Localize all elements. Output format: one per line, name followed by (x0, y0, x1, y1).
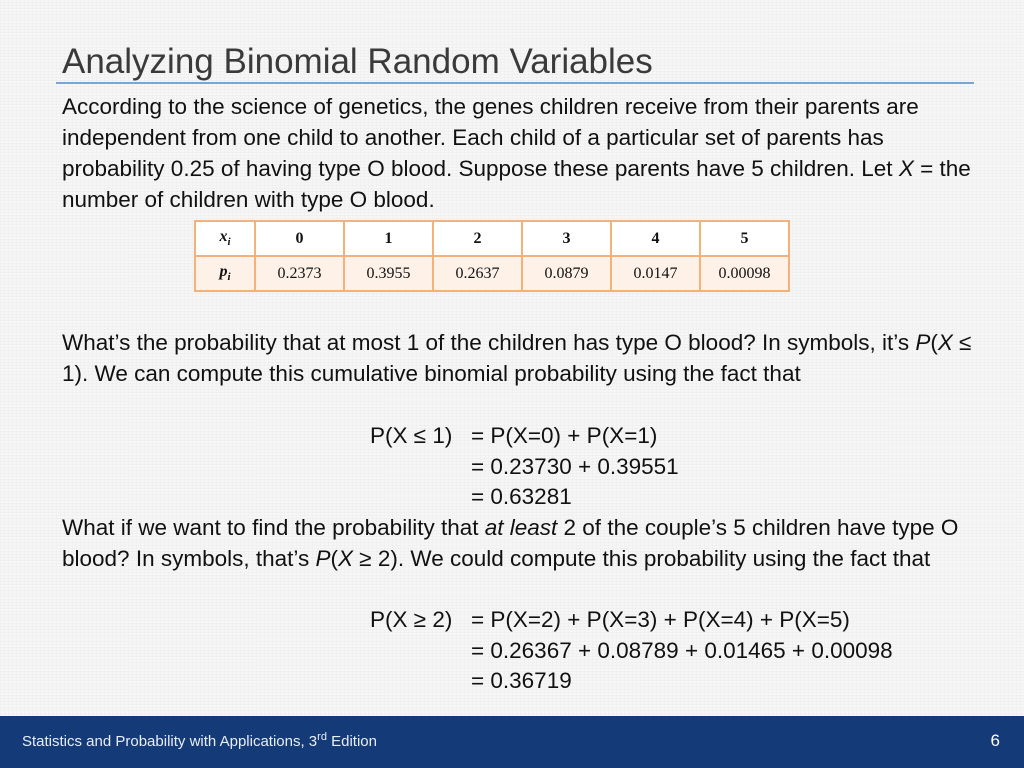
x-header (195, 221, 255, 256)
intro-paragraph (62, 91, 982, 215)
q2-symbol-paren: ( (330, 546, 338, 571)
q2-text-rest: ≥ 2). We could compute this probability using the fact that (353, 546, 931, 571)
question-1-paragraph (62, 327, 982, 389)
calc2-lhs: P(X ≥ 2) (370, 607, 453, 632)
footer-text-main: Statistics and Probability with Applications, 3 (22, 733, 318, 750)
question-2-paragraph (62, 512, 982, 574)
calc1-line-1: = P(X=0) + P(X=1) (471, 423, 658, 448)
intro-text-1: According to the science of genetics, the genes children receive from their parents are independent from one child to another. Each child of a particular set of parents has probability 0.25 of having type O blood. Suppose these parents have 5 children. Let (62, 94, 919, 181)
calc1-line-2: = 0.23730 + 0.39551 (471, 454, 679, 479)
intro-variable: X (898, 156, 914, 181)
calc2-line-2: = 0.26367 + 0.08789 + 0.01465 + 0.00098 (471, 638, 893, 663)
q2-text-2: 2 of the couple’s 5 children have type O blood? In symbols, that’s (62, 515, 959, 571)
footer-text-end: Edition (326, 733, 377, 750)
calc1-line-3: = 0.63281 (471, 484, 572, 509)
intro-text-2: = the number of children with type O blood. (62, 156, 971, 212)
q2-symbol-p: P (315, 546, 331, 571)
table-cell: 0.2373 (255, 256, 344, 291)
footer-book-title (22, 733, 377, 750)
calc2-line-1: = P(X=2) + P(X=3) + P(X=4) + P(X=5) (471, 607, 850, 632)
q2-emphasis: at least (484, 515, 558, 540)
q1-symbol-x: X (937, 330, 953, 355)
probability-table (194, 220, 790, 292)
q2-text-1: What if we want to find the probability that (62, 515, 485, 540)
table-cell: 5 (700, 221, 789, 256)
p-label: p (219, 263, 228, 281)
table-cell: 0.2637 (433, 256, 522, 291)
p-subscript: i (227, 271, 231, 284)
title-underline (56, 82, 974, 84)
x-label: x (219, 228, 228, 246)
table-cell: 0.00098 (700, 256, 789, 291)
q1-text-rest: ≤ 1). We can compute this cumulative binomial probability using the fact that (62, 330, 972, 386)
calc1-lhs: P(X ≤ 1) (370, 423, 453, 448)
table-row-p (195, 256, 789, 291)
page-number: 6 (990, 731, 1000, 750)
table-cell: 0.0879 (522, 256, 611, 291)
slide-title: Analyzing Binomial Random Variables (62, 42, 653, 81)
x-subscript: i (227, 236, 231, 249)
footer-text-sup: rd (317, 731, 327, 743)
q1-text: What’s the probability that at most 1 of the children has type O blood? In symbols, it’s (62, 330, 916, 355)
table-row-x (195, 221, 789, 256)
q2-symbol-x: X (338, 546, 354, 571)
table-cell: 0.0147 (611, 256, 700, 291)
table-cell: 4 (611, 221, 700, 256)
p-header (195, 256, 255, 291)
footer-bar (0, 716, 1024, 768)
table-cell: 0 (255, 221, 344, 256)
table-cell: 3 (522, 221, 611, 256)
calc2-line-3: = 0.36719 (471, 668, 572, 693)
table-cell: 2 (433, 221, 522, 256)
q1-symbol-paren: ( (930, 330, 938, 355)
table-cell: 0.3955 (344, 256, 433, 291)
table-cell: 1 (344, 221, 433, 256)
q1-symbol-p: P (915, 330, 931, 355)
